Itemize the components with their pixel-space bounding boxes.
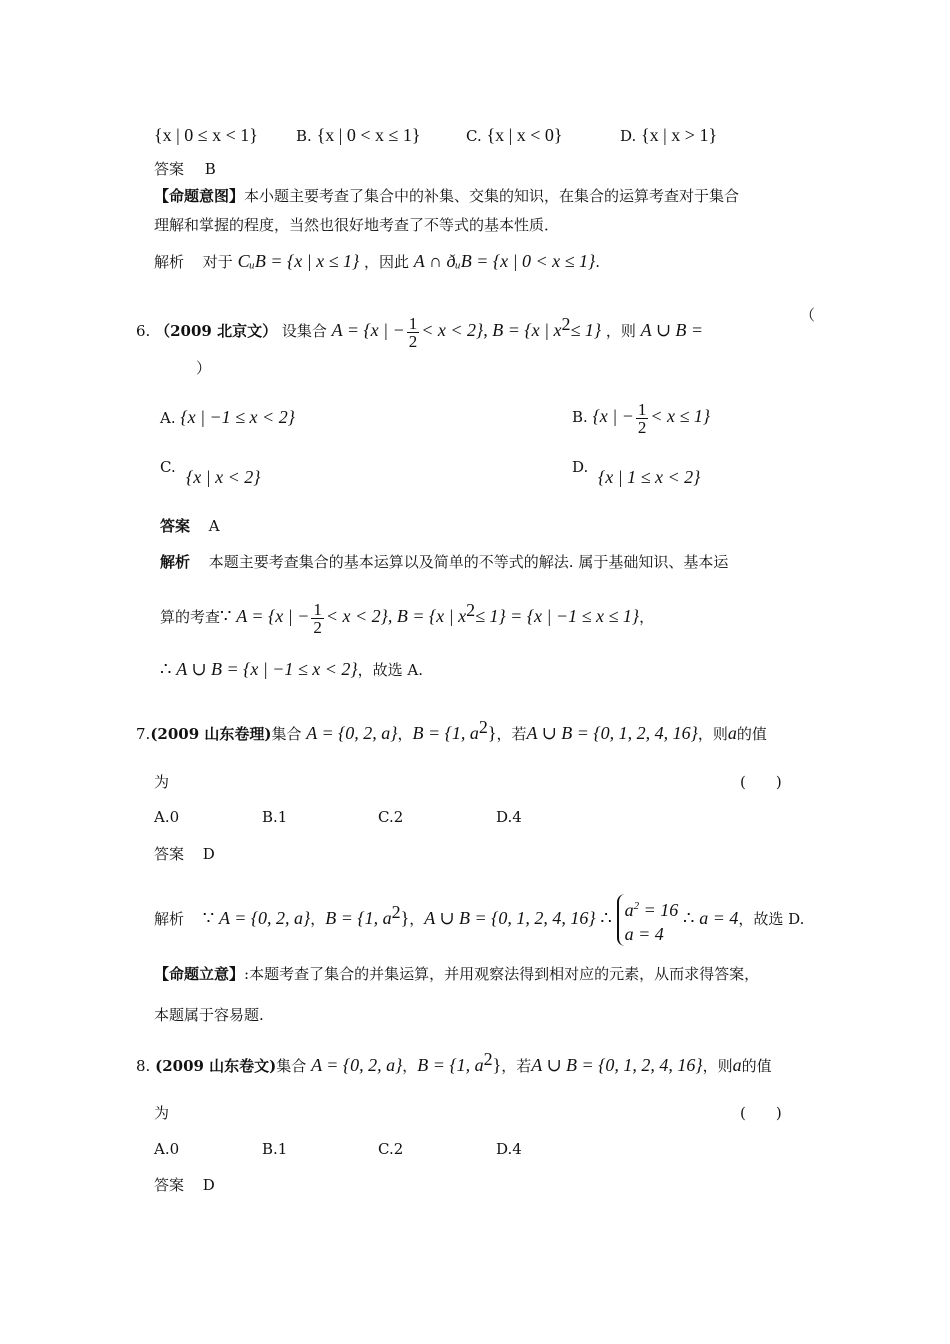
- q8-source: (2009 山东卷文): [155, 1057, 277, 1075]
- q8-answer: [154, 1174, 215, 1196]
- q8-stem-if: ，若: [501, 1057, 532, 1075]
- q6-stem-fraction-num: 1: [408, 313, 418, 333]
- q5-analysis: [154, 250, 600, 273]
- q5-option-c-row: [466, 124, 563, 147]
- q7-analysis-result: a = 4: [699, 908, 739, 928]
- q7-option-a: A.0: [154, 808, 180, 826]
- q5-intent-text-2: 理解和掌握的程度，当然也很好地考查了不等式的基本性质．: [154, 216, 560, 234]
- q7-analysis-end: ，故选 D.: [738, 910, 805, 928]
- q7-stem-set-b: B = {1, a: [412, 723, 479, 743]
- q6-stem-then: ，则: [605, 322, 636, 340]
- q6-analysis-line-3: [160, 658, 423, 681]
- q7-analysis-system-var: a: [624, 900, 634, 920]
- q7-analysis-because: ∵: [202, 908, 215, 928]
- q6-option-a: [160, 406, 295, 429]
- q5-intent-line-2: [154, 214, 559, 236]
- q7-analysis-sep: ，: [310, 910, 326, 928]
- q5-analysis-pre: 对于: [202, 253, 233, 271]
- q6-analysis-fraction: [311, 601, 324, 636]
- q5-option-a: {x | 0 ≤ x < 1}: [154, 125, 258, 145]
- q6-analysis-fraction-den: 2: [313, 617, 322, 637]
- q7-stem-then: ，则: [697, 725, 728, 743]
- q7-stem-end: 的值: [736, 725, 767, 743]
- q7-analysis-set-b: B = {1, a: [325, 908, 392, 928]
- q6-analysis-text-1: 本题主要考查集合的基本运算以及简单的不等式的解法. 属于基础知识、基本运: [208, 553, 729, 571]
- q7-stem-var: a: [727, 723, 737, 743]
- q7-stem-pre: 集合: [271, 725, 302, 743]
- q7-analysis-system-eq-1: = 16: [639, 900, 679, 920]
- q6-paren-close: ）: [196, 359, 212, 377]
- q6-analysis-line-1: [160, 551, 728, 573]
- q6-option-a-value: {x | −1 ≤ x < 2}: [180, 407, 295, 427]
- q6-answer: [160, 515, 220, 537]
- q5-option-d-label: D.: [620, 127, 637, 145]
- q7-analysis-set-a: A = {0, 2, a}: [219, 908, 311, 928]
- q5-option-b-label: B.: [296, 127, 312, 145]
- q7-option-d: D.4: [496, 808, 522, 826]
- q7-option-c: C.2: [378, 808, 404, 826]
- q8-stem-sep: ，: [402, 1057, 418, 1075]
- q8-option-d: D.4: [496, 1140, 522, 1158]
- q7-analysis-therefore: ∴: [600, 908, 612, 928]
- q7-number: 7.: [136, 725, 151, 743]
- q7-stem-if: ，若: [496, 725, 527, 743]
- q6-analysis-line-3-end: ，故选 A.: [357, 661, 423, 679]
- q6-option-b-fraction: [636, 401, 649, 436]
- q6-analysis-label: 解析: [160, 553, 191, 571]
- q5-analysis-label: 解析: [154, 253, 185, 271]
- q8-option-b: B.1: [262, 1140, 288, 1158]
- q8-stem-sup: 2: [483, 1049, 493, 1069]
- q7-intent-label: 【命题立意】: [154, 965, 245, 983]
- q7-analysis-union: A ∪ B = {0, 1, 2, 4, 16}: [424, 908, 596, 928]
- q7-stem: [136, 716, 767, 745]
- q7-answer-label: 答案: [154, 845, 185, 863]
- q8-answer-paren: ( ): [740, 1104, 782, 1122]
- q7-analysis-set-b-close: }: [400, 908, 410, 928]
- q8-stem-union: A ∪ B = {0, 1, 2, 4, 16}: [531, 1055, 703, 1075]
- q6-stem-sup: 2: [561, 314, 571, 334]
- q6-stem-fraction-den: 2: [408, 331, 418, 351]
- q6-analysis-because: ∵: [220, 606, 232, 626]
- q7-stem-set-b-close: }: [487, 723, 497, 743]
- q6-stem-set-a: A = {x | −: [331, 320, 405, 340]
- q8-answer-value: D: [202, 1176, 215, 1194]
- q7-analysis-system-row-2: a = 4: [624, 924, 664, 944]
- q7-stem-line-2: 为: [154, 773, 170, 791]
- q7-intent-line-2: 本题属于容易题.: [154, 1006, 264, 1024]
- q5-answer-value: B: [204, 160, 216, 178]
- q6-option-c-label: C.: [160, 458, 176, 476]
- q5-option-c-label: C.: [466, 127, 482, 145]
- q8-stem-then: ，则: [702, 1057, 733, 1075]
- q6-stem-pre: 设集合: [281, 322, 327, 340]
- q5-intent-line-1: [154, 185, 739, 207]
- q5-analysis-expr-1: CᵤB = {x | x ≤ 1}: [237, 251, 360, 271]
- q5-answer: [154, 158, 216, 180]
- q6-answer-label: 答案: [160, 517, 191, 535]
- q7-analysis: [154, 884, 804, 947]
- q6-source: （2009 北京文）: [155, 322, 278, 340]
- q5-analysis-end: .: [595, 253, 601, 271]
- q6-answer-value: A: [208, 517, 220, 535]
- q8-option-a: A.0: [154, 1140, 180, 1158]
- q6-stem: [136, 304, 703, 351]
- q6-option-b-pre: {x | −: [592, 406, 634, 426]
- q5-answer-label: 答案: [154, 160, 185, 178]
- q7-source: (2009 山东卷理): [150, 725, 272, 743]
- q7-analysis-sup: 2: [391, 902, 401, 922]
- q7-stem-union: A ∪ B = {0, 1, 2, 4, 16}: [526, 723, 698, 743]
- q6-analysis-line-2: [160, 590, 654, 637]
- q7-intent-line-1: [154, 963, 759, 985]
- q6-analysis-therefore: ∴: [160, 659, 172, 679]
- q7-analysis-therefore-2: ∴: [683, 908, 695, 928]
- q6-option-b-label: B.: [572, 408, 588, 426]
- q6-analysis-text-2-pre: 算的考查: [160, 608, 221, 626]
- q8-option-c: C.2: [378, 1140, 404, 1158]
- q8-stem-pre: 集合: [276, 1057, 307, 1075]
- q5-option-c: {x | x < 0}: [486, 125, 563, 145]
- q5-option-d: {x | x > 1}: [641, 125, 718, 145]
- q8-answer-label: 答案: [154, 1176, 185, 1194]
- q8-stem-set-a: A = {0, 2, a}: [311, 1055, 403, 1075]
- q6-analysis-set-a: A = {x | −: [236, 606, 310, 626]
- q6-option-b-post: < x ≤ 1}: [650, 406, 711, 426]
- q5-option-b: {x | 0 < x ≤ 1}: [316, 125, 421, 145]
- q6-option-b: [572, 396, 710, 437]
- q8-stem-set-b: B = {1, a: [417, 1055, 484, 1075]
- q7-option-b: B.1: [262, 808, 288, 826]
- q7-answer-paren: ( ): [740, 773, 782, 791]
- q7-stem-sup: 2: [478, 717, 488, 737]
- q8-stem-var: a: [732, 1055, 742, 1075]
- q5-intent-text-1: 本小题主要考查了集合中的补集、交集的知识，在集合的运算考查对于集合: [244, 187, 740, 205]
- q6-analysis-line-2-end: ，: [639, 608, 655, 626]
- q6-option-d-label: D.: [572, 458, 589, 476]
- q6-analysis-sup: 2: [466, 600, 476, 620]
- q7-answer: [154, 843, 215, 865]
- q5-analysis-mid: ，因此: [364, 253, 410, 271]
- q7-analysis-system-sup: 2: [633, 900, 640, 912]
- q8-stem-end: 的值: [741, 1057, 772, 1075]
- q8-stem-line-2: 为: [154, 1104, 170, 1122]
- q6-option-b-den: 2: [637, 417, 647, 437]
- q8-stem: [136, 1048, 772, 1077]
- q6-stem-union: A ∪ B =: [640, 320, 704, 340]
- q6-option-d-value: {x | 1 ≤ x < 2}: [598, 467, 701, 487]
- q5-options-row: [154, 124, 258, 147]
- q6-stem-set-b-end: ≤ 1}: [570, 320, 602, 340]
- q8-number: 8.: [136, 1057, 151, 1075]
- q6-analysis-set-b-end: ≤ 1} = {x | −1 ≤ x ≤ 1}: [475, 606, 640, 626]
- q6-number: 6.: [136, 322, 151, 340]
- q6-stem-fraction: [407, 315, 420, 350]
- q6-option-c-value: {x | x < 2}: [186, 467, 261, 487]
- q7-analysis-sep-2: ，: [409, 910, 425, 928]
- q6-analysis-set-b: < x < 2}, B = {x | x: [325, 606, 467, 626]
- q5-option-d-row: [620, 124, 717, 147]
- q6-paren-open: （: [800, 306, 816, 324]
- q6-option-b-num: 1: [637, 399, 647, 419]
- q7-stem-sep: ，: [397, 725, 413, 743]
- q7-answer-value: D: [202, 845, 215, 863]
- q5-intent-label: 【命题意图】: [154, 187, 245, 205]
- q6-option-a-label: A.: [160, 409, 176, 427]
- q7-analysis-system: [617, 894, 679, 946]
- q7-intent-text-1: :本题考查了集合的并集运算，并用观察法得到相对应的元素，从而求得答案，: [244, 965, 760, 983]
- q7-stem-set-a: A = {0, 2, a}: [306, 723, 398, 743]
- q6-analysis-fraction-num: 1: [313, 599, 322, 619]
- q7-analysis-system-row-1: [625, 900, 679, 920]
- q5-analysis-expr-2: A ∩ ðᵤB = {x | 0 < x ≤ 1}: [413, 251, 596, 271]
- q6-analysis-union: A ∪ B = {x | −1 ≤ x < 2}: [176, 659, 358, 679]
- q6-stem-set-b: < x < 2}, B = {x | x: [421, 320, 562, 340]
- q7-analysis-label: 解析: [154, 910, 185, 928]
- q5-option-b-row: [296, 124, 421, 147]
- q8-stem-set-b-close: }: [492, 1055, 502, 1075]
